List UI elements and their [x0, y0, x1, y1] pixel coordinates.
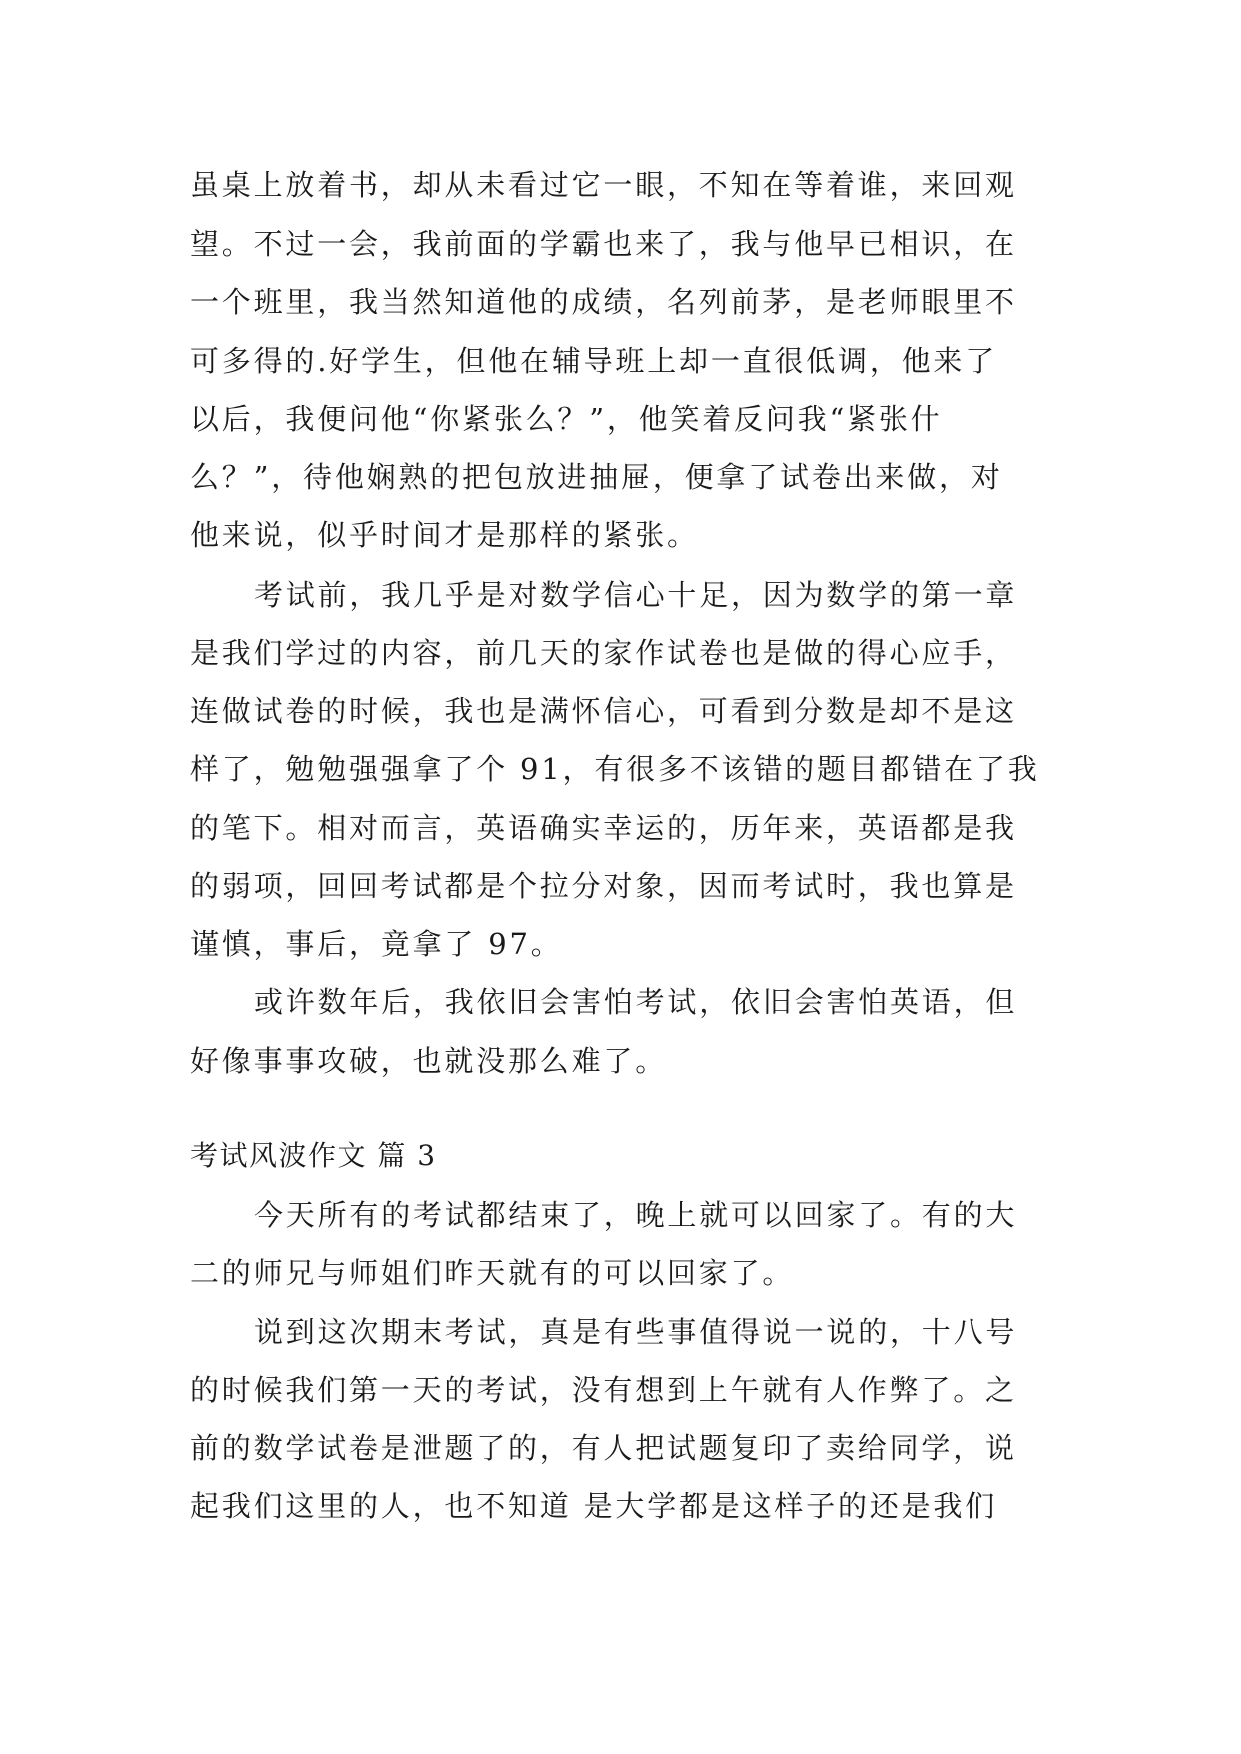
paragraph-1-line-2: 望。不过一会，我前面的学霸也来了，我与他早已相识，在	[190, 227, 1017, 261]
section-paragraph-2-line-4: 起我们这里的人，也不知道 是大学都是这样子的还是我们	[190, 1489, 998, 1523]
section-paragraph-2-line-1: 说到这次期末考试，真是有些事值得说一说的，十八号	[254, 1315, 1018, 1349]
paragraph-1-line-4: 可多得的.好学生，但他在辅导班上却一直很低调，他来了	[190, 344, 998, 378]
section-paragraph-2-line-2: 的时候我们第一天的考试，没有想到上午就有人作弊了。之	[190, 1373, 1017, 1407]
paragraph-2-line-1: 考试前，我几乎是对数学信心十足，因为数学的第一章	[254, 578, 1018, 612]
paragraph-2-line-6: 的弱项，回回考试都是个拉分对象，因而考试时，我也算是	[190, 869, 1017, 903]
paragraph-1-line-1: 虽桌上放着书，却从未看过它一眼，不知在等着谁，来回观	[190, 168, 1017, 202]
paragraph-2-line-2: 是我们学过的内容，前几天的家作试卷也是做的得心应手，	[190, 636, 1017, 670]
paragraph-2-line-7: 谨慎，事后，竟拿了 97。	[190, 927, 563, 961]
section-paragraph-1-line-1: 今天所有的考试都结束了，晚上就可以回家了。有的大	[254, 1198, 1018, 1232]
section-heading: 考试风波作文 篇 3	[190, 1139, 437, 1172]
section-paragraph-2-line-3: 前的数学试卷是泄题了的，有人把试题复印了卖给同学，说	[190, 1431, 1017, 1465]
paragraph-1-line-7: 他来说，似乎时间才是那样的紧张。	[190, 518, 699, 552]
section-paragraph-1-line-2: 二的师兄与师姐们昨天就有的可以回家了。	[190, 1256, 795, 1290]
paragraph-2-line-3: 连做试卷的时候，我也是满怀信心，可看到分数是却不是这	[190, 694, 1017, 728]
paragraph-1-line-5: 以后，我便问他“你紧张么？”，他笑着反问我“紧张什	[190, 402, 943, 436]
paragraph-1-line-3: 一个班里，我当然知道他的成绩，名列前茅，是老师眼里不	[190, 285, 1017, 319]
paragraph-2-line-4: 样了，勉勉强强拿了个 91，有很多不该错的题目都错在了我	[190, 752, 1040, 786]
paragraph-2-line-5: 的笔下。相对而言，英语确实幸运的，历年来，英语都是我	[190, 811, 1017, 845]
paragraph-1-line-6: 么？”，待他娴熟的把包放进抽屉，便拿了试卷出来做，对	[190, 460, 1003, 494]
paragraph-3-line-1: 或许数年后，我依旧会害怕考试，依旧会害怕英语，但	[254, 985, 1018, 1019]
paragraph-3-line-2: 好像事事攻破，也就没那么难了。	[190, 1044, 668, 1078]
